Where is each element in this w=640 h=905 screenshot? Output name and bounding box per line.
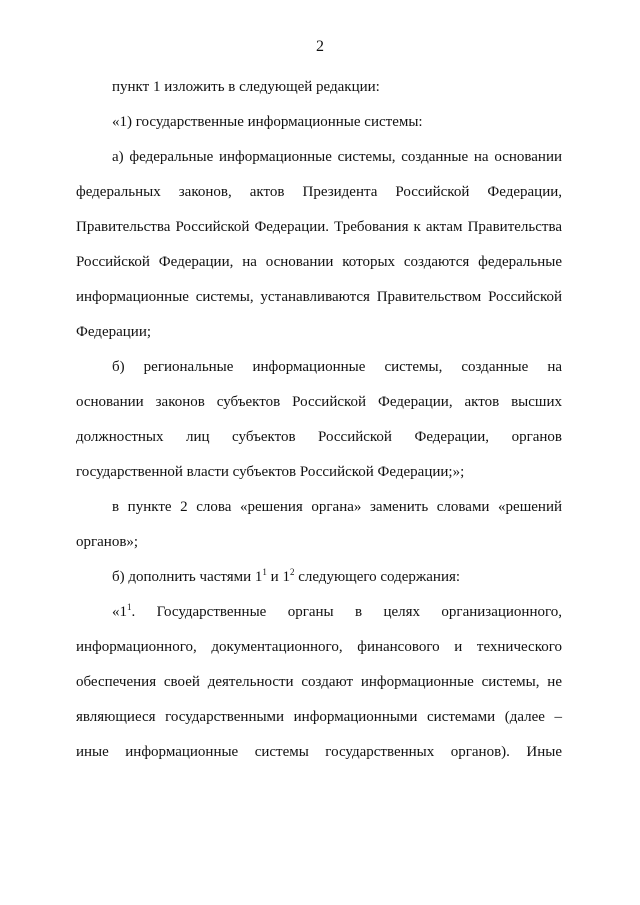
page-number: 2 (316, 38, 324, 55)
text-fragment: и 1 (266, 569, 290, 585)
paragraph-item-2-amendment (76, 490, 562, 560)
text-fragment: . Государственные органы в целях организационного, (131, 604, 562, 620)
text-line: Правительства Российской Федерации. Требования к актам Правительства (76, 219, 562, 235)
document-body (76, 70, 562, 770)
text-line: иные информационные системы государственных органов). Иные (76, 744, 562, 760)
text-fragment: следующего содержания: (294, 569, 461, 585)
text-line: информационного, документационного, финансового и технического (76, 639, 562, 655)
paragraph-regional-systems (76, 350, 562, 490)
text-line: являющиеся государственными информационными системами (далее – (76, 709, 562, 725)
text-line: б) региональные информационные системы, созданные на (112, 359, 562, 375)
text-line: должностных лиц субъектов Российской Федерации, органов (76, 429, 562, 445)
text-fragment: «1 (112, 604, 127, 620)
paragraph-item-1-definition (76, 105, 562, 140)
text-line (76, 560, 562, 595)
paragraph-item-1 (76, 70, 562, 105)
text-line: пункт 1 изложить в следующей редакции: (112, 79, 380, 95)
text-fragment: б) дополнить частями 1 (112, 569, 263, 585)
text-line: федеральных законов, актов Президента Российской Федерации, (76, 184, 562, 200)
text-line: Федерации; (76, 324, 152, 340)
text-line: «1) государственные информационные системы: (112, 114, 423, 130)
superscript: 1 (262, 567, 267, 577)
text-line: обеспечения своей деятельности создают информационные системы, не (76, 674, 562, 690)
superscript: 2 (289, 567, 295, 577)
paragraph-federal-systems (76, 140, 562, 350)
text-line: в пункте 2 слова «решения органа» заменить словами «решений (112, 499, 562, 515)
text-line: государственной власти субъектов Российской Федерации;»; (76, 464, 465, 480)
text-line: а) федеральные информационные системы, созданные на основании (112, 149, 562, 165)
superscript: 1 (127, 602, 132, 612)
text-line: информационные системы, устанавливаются Правительством Российской (76, 289, 562, 305)
paragraph-add-parts (76, 560, 562, 595)
text-line: органов»; (76, 534, 139, 550)
text-line (76, 595, 562, 630)
text-line: Российской Федерации, на основании которых создаются федеральные (76, 254, 562, 270)
paragraph-part-1-1 (76, 595, 562, 770)
text-line: основании законов субъектов Российской Федерации, актов высших (76, 394, 562, 410)
